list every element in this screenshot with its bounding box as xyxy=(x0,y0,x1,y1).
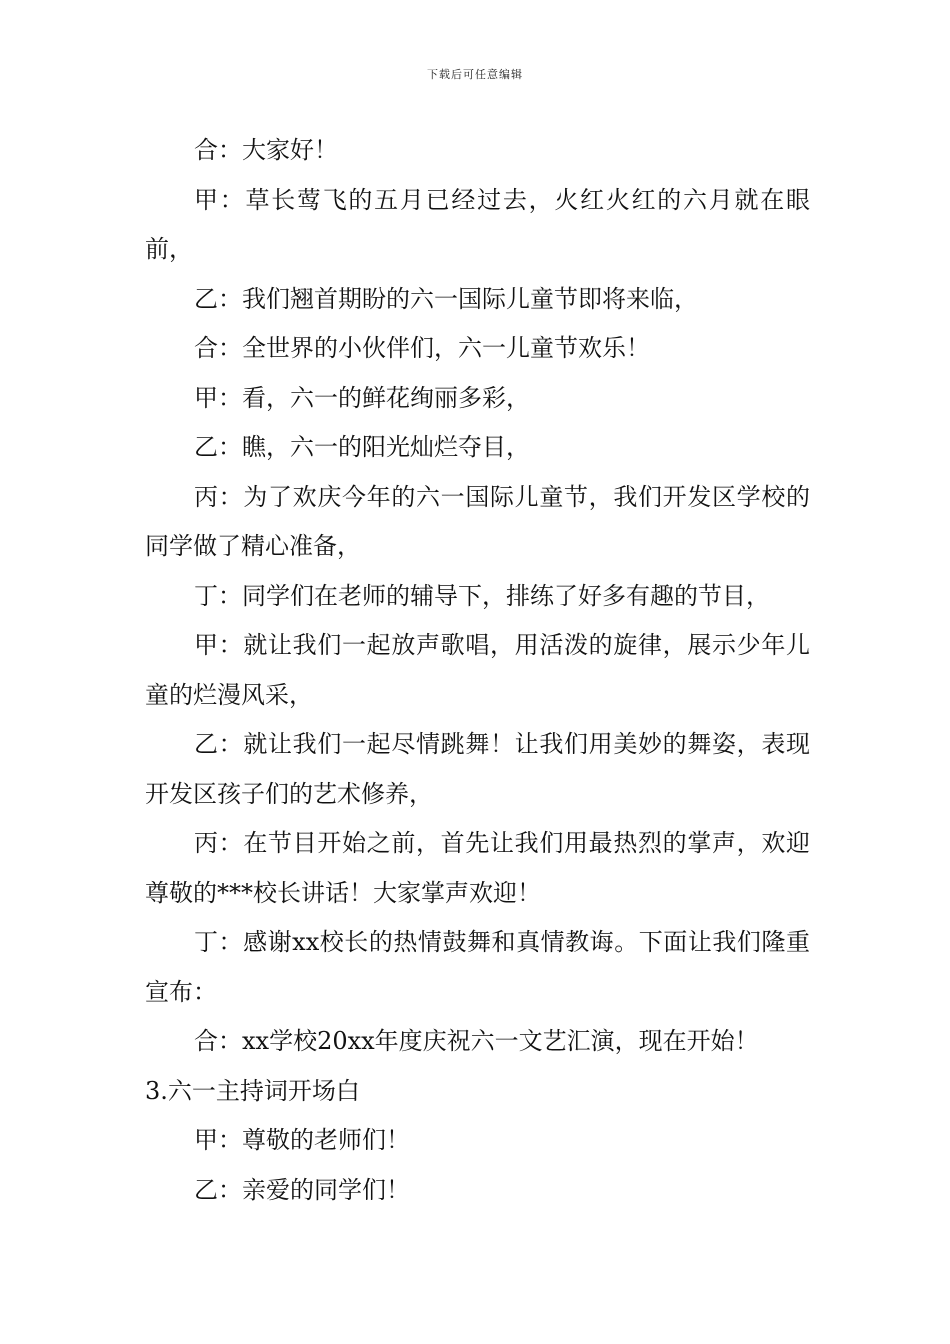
paragraph: 甲：草长莺飞的五月已经过去，火红火红的六月就在眼前， xyxy=(145,185,810,263)
paragraph: 合：全世界的小伙伴们，六一儿童节欢乐！ xyxy=(194,334,650,362)
section-heading: 3.六一主持词开场白 xyxy=(145,1076,360,1105)
paragraph: 丁：感谢xx校长的热情鼓舞和真情教诲。下面让我们隆重宣布： xyxy=(145,928,810,1006)
paragraph: 丙：为了欢庆今年的六一国际儿童节，我们开发区学校的同学做了精心准备， xyxy=(145,482,810,560)
document-body xyxy=(145,126,810,1215)
paragraph: 甲：看，六一的鲜花绚丽多彩， xyxy=(194,383,530,412)
paragraph: 甲：尊敬的老师们！ xyxy=(194,1126,410,1154)
paragraph: 合：大家好！ xyxy=(194,136,338,164)
paragraph: 乙：就让我们一起尽情跳舞！让我们用美妙的舞姿，表现开发区孩子们的艺术修养， xyxy=(145,730,810,808)
header-note: 下载后可任意编辑 xyxy=(427,68,523,81)
paragraph: 乙：瞧，六一的阳光灿烂夺目， xyxy=(194,433,530,461)
paragraph: 丙：在节目开始之前，首先让我们用最热烈的掌声，欢迎尊敬的***校长讲话！大家掌声欢迎！ xyxy=(145,829,810,907)
paragraph: 乙：亲爱的同学们！ xyxy=(194,1175,410,1204)
paragraph: 乙：我们翘首期盼的六一国际儿童节即将来临， xyxy=(194,284,698,313)
paragraph: 合：xx学校20xx年度庆祝六一文艺汇演，现在开始！ xyxy=(194,1027,759,1055)
paragraph: 丁：同学们在老师的辅导下，排练了好多有趣的节目， xyxy=(194,581,770,610)
paragraph: 甲：就让我们一起放声歌唱，用活泼的旋律，展示少年儿童的烂漫风采， xyxy=(145,631,810,709)
